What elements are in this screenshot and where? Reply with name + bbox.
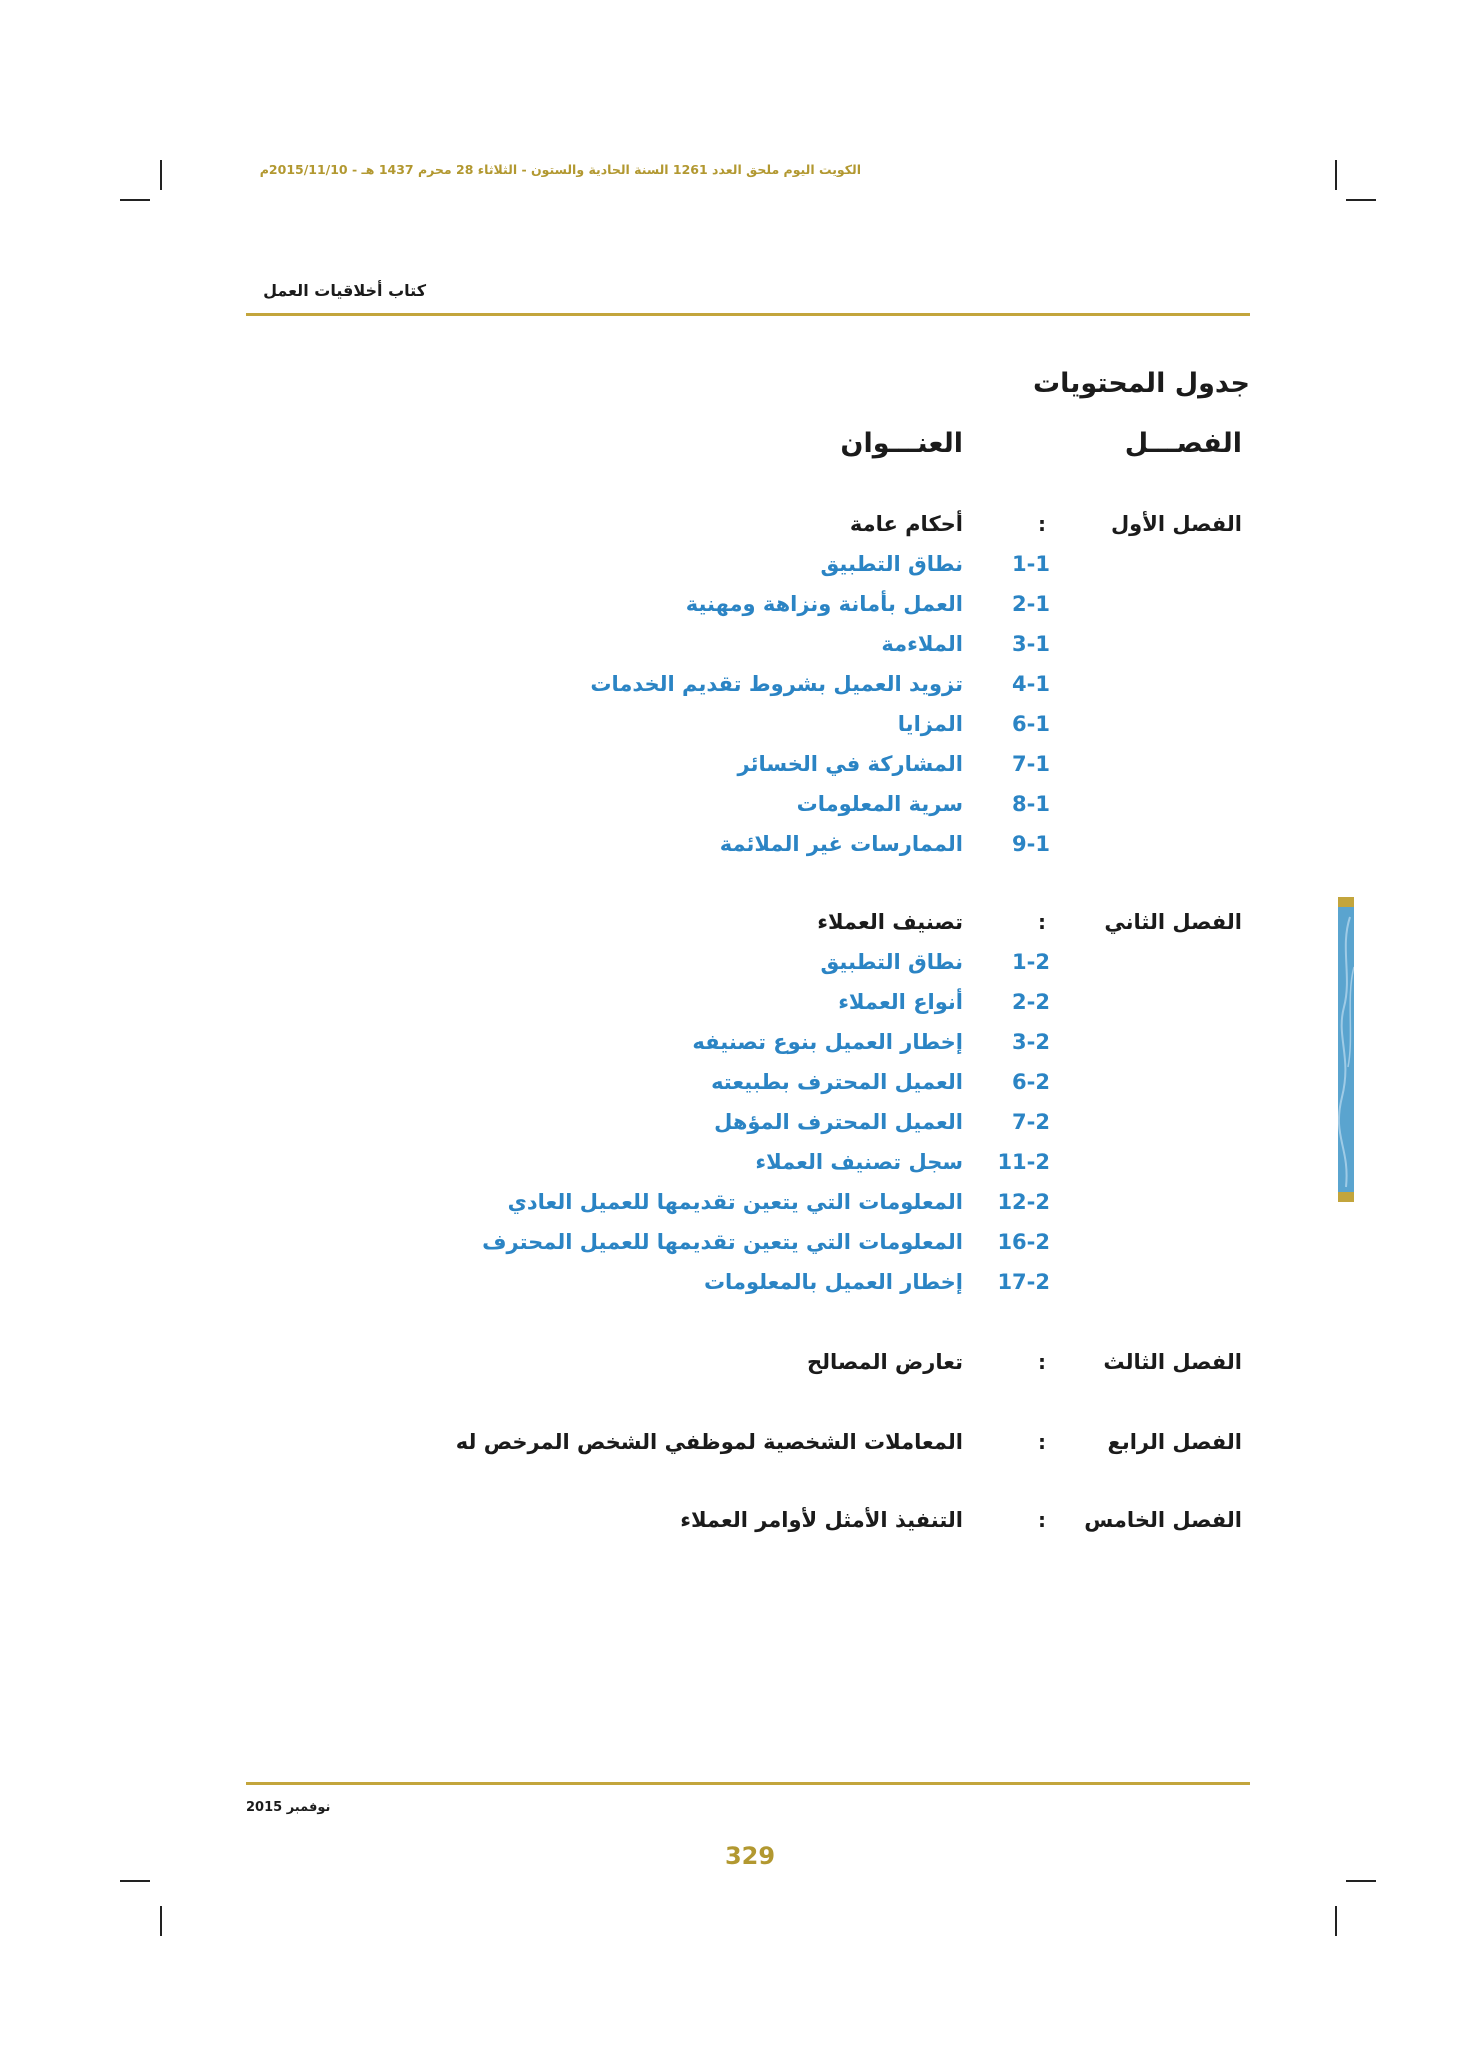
- crop-mark: [120, 1880, 150, 1882]
- chapter-title: أحكام عامة: [849, 512, 963, 536]
- section-row: [0, 712, 1476, 748]
- section-title: أنواع العملاء: [838, 990, 963, 1014]
- colon: :: [1038, 1508, 1046, 1532]
- section-title: المزايا: [897, 712, 963, 736]
- chapter-title: تصنيف العملاء: [817, 910, 963, 934]
- colon: :: [1038, 910, 1046, 934]
- chapter-name: الفصل الأول: [1110, 512, 1242, 536]
- chapter-row: [0, 1350, 1476, 1386]
- section-number: 1-1: [1012, 552, 1050, 576]
- chapter-row: [0, 1430, 1476, 1466]
- section-number: 1-2: [1012, 950, 1050, 974]
- section-row: [0, 1110, 1476, 1146]
- section-number: 9-1: [1012, 832, 1050, 856]
- chapter-name: الفصل الثالث: [1103, 1350, 1242, 1374]
- section-row: [0, 1230, 1476, 1266]
- footer-date: نوفمبر 2015: [246, 1800, 331, 1815]
- section-title: نطاق التطبيق: [820, 552, 963, 576]
- section-title: العمل بأمانة ونزاهة ومهنية: [685, 592, 963, 616]
- chapter-row: [0, 910, 1476, 946]
- chapter-row: [0, 512, 1476, 548]
- section-title: العميل المحترف المؤهل: [714, 1110, 963, 1134]
- section-title: العميل المحترف بطبيعته: [711, 1070, 963, 1094]
- footer-rule: [246, 1782, 1250, 1785]
- colon: :: [1038, 1430, 1046, 1454]
- section-title: نطاق التطبيق: [820, 950, 963, 974]
- chapter-title: تعارض المصالح: [806, 1350, 963, 1374]
- section-number: 8-1: [1012, 792, 1050, 816]
- chapter-name: الفصل الخامس: [1084, 1508, 1242, 1532]
- section-title: سرية المعلومات: [796, 792, 963, 816]
- crop-mark: [160, 1906, 162, 1936]
- section-number: 2-1: [1012, 592, 1050, 616]
- crop-mark: [1346, 199, 1376, 201]
- chapter-name: الفصل الثاني: [1104, 910, 1242, 934]
- section-title: سجل تصنيف العملاء: [755, 1150, 963, 1174]
- colon: :: [1038, 512, 1046, 536]
- section-row: [0, 632, 1476, 668]
- crop-mark: [1335, 160, 1337, 190]
- crop-mark: [1335, 1906, 1337, 1936]
- crop-mark: [160, 160, 162, 190]
- section-title: المشاركة في الخسائر: [737, 752, 963, 776]
- section-title: المعلومات التي يتعين تقديمها للعميل المحترف: [482, 1230, 963, 1254]
- section-number: 12-2: [997, 1190, 1050, 1214]
- page-number: 329: [724, 1842, 776, 1870]
- section-number: 16-2: [997, 1230, 1050, 1254]
- section-title: المعلومات التي يتعين تقديمها للعميل العادي: [507, 1190, 963, 1214]
- section-number: 6-1: [1012, 712, 1050, 736]
- crop-mark: [120, 199, 150, 201]
- column-head-title: العنـــوان: [840, 428, 963, 459]
- chapter-row: [0, 1508, 1476, 1544]
- section-row: [0, 832, 1476, 868]
- section-row: [0, 552, 1476, 588]
- chapter-title: المعاملات الشخصية لموظفي الشخص المرخص له: [455, 1430, 963, 1454]
- header-rule: [246, 313, 1250, 316]
- section-number: 6-2: [1012, 1070, 1050, 1094]
- section-number: 11-2: [997, 1150, 1050, 1174]
- section-row: [0, 950, 1476, 986]
- colon: :: [1038, 1350, 1046, 1374]
- section-number: 7-1: [1012, 752, 1050, 776]
- crop-mark: [1346, 1880, 1376, 1882]
- gazette-header: الكويت اليوم ملحق العدد 1261 السنة الحادية والستون - الثلاثاء 28 محرم 1437 هـ - 2015/11/10م: [259, 162, 861, 177]
- section-number: 4-1: [1012, 672, 1050, 696]
- section-title: تزويد العميل بشروط تقديم الخدمات: [590, 672, 963, 696]
- chapter-title: التنفيذ الأمثل لأوامر العملاء: [680, 1508, 963, 1532]
- section-title: إخطار العميل بنوع تصنيفه: [692, 1030, 963, 1054]
- section-row: [0, 792, 1476, 828]
- book-title: كتاب أخلاقيات العمل: [263, 281, 426, 300]
- section-number: 3-1: [1012, 632, 1050, 656]
- section-title: الملاءمة: [881, 632, 963, 656]
- section-number: 3-2: [1012, 1030, 1050, 1054]
- section-row: [0, 672, 1476, 708]
- section-title: إخطار العميل بالمعلومات: [703, 1270, 963, 1294]
- section-row: [0, 1150, 1476, 1186]
- section-row: [0, 1190, 1476, 1226]
- side-tab-ornament: [1338, 907, 1354, 1192]
- section-row: [0, 1070, 1476, 1106]
- section-row: [0, 1270, 1476, 1306]
- column-head-chapter: الفصـــل: [1124, 428, 1242, 459]
- chapter-name: الفصل الرابع: [1107, 1430, 1242, 1454]
- section-number: 17-2: [997, 1270, 1050, 1294]
- chapter-side-tab: [1338, 897, 1354, 1202]
- section-row: [0, 752, 1476, 788]
- section-number: 2-2: [1012, 990, 1050, 1014]
- section-title: الممارسات غير الملائمة: [719, 832, 963, 856]
- section-row: [0, 592, 1476, 628]
- section-number: 7-2: [1012, 1110, 1050, 1134]
- section-row: [0, 1030, 1476, 1066]
- toc-title: جدول المحتويات: [1033, 368, 1250, 399]
- section-row: [0, 990, 1476, 1026]
